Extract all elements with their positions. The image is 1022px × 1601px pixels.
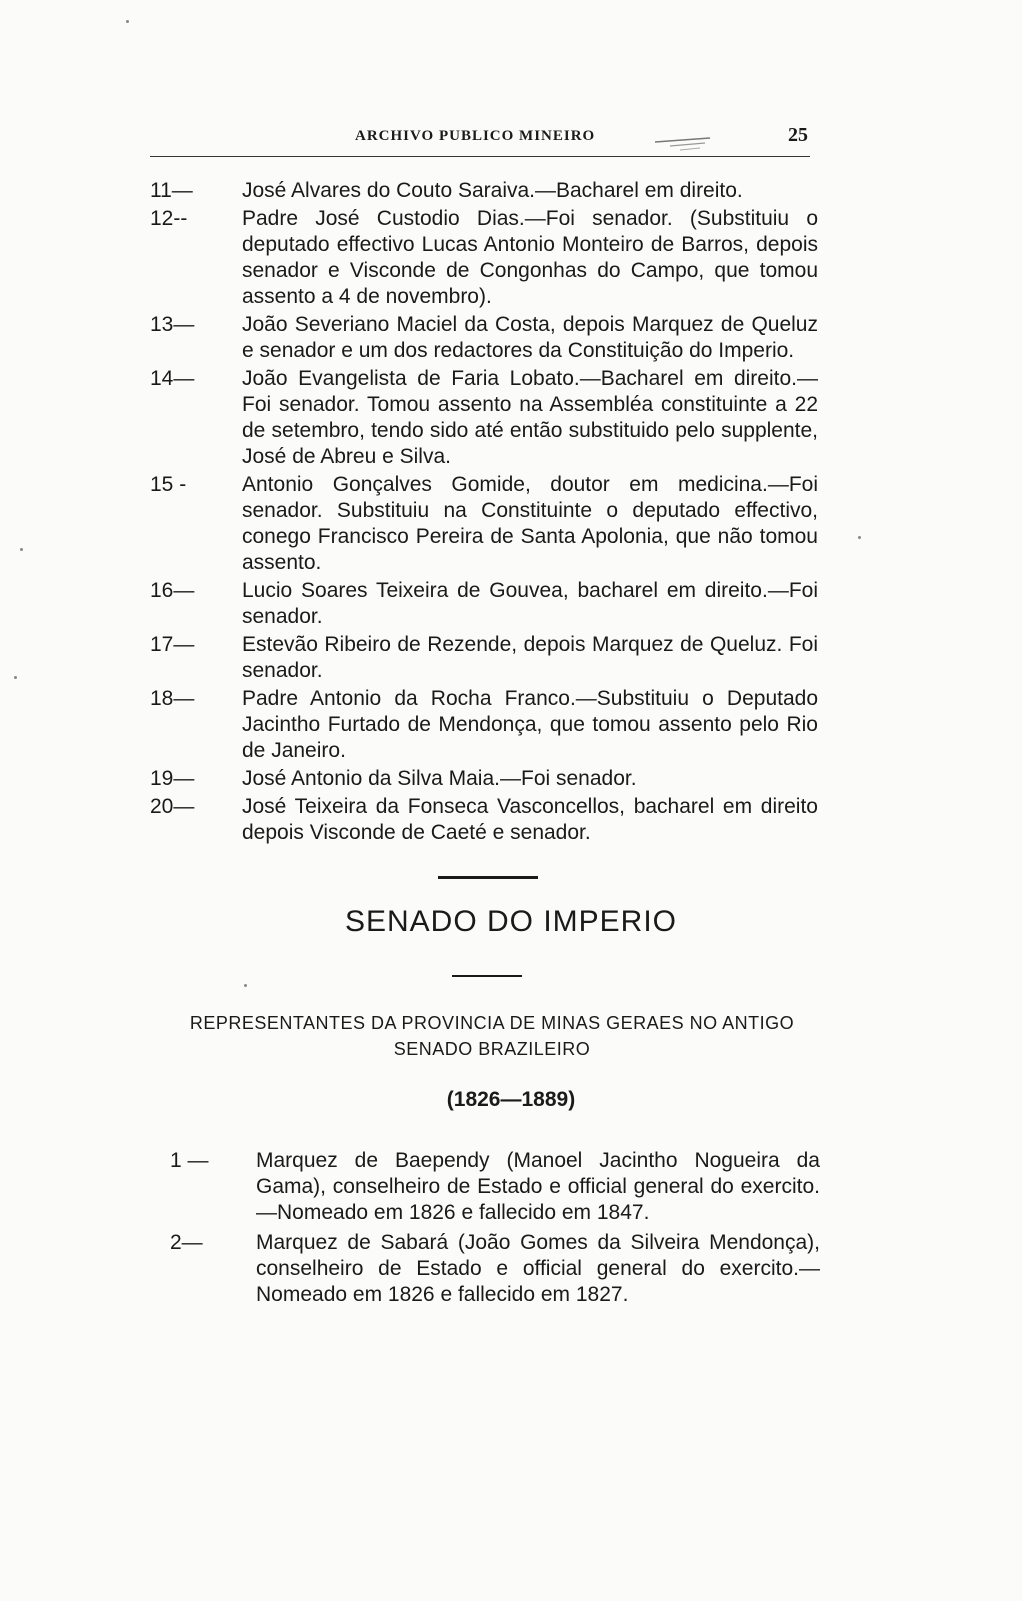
list-item [150,178,818,204]
section-divider-bottom [452,975,522,977]
list-item [150,794,818,846]
paper-speck [126,20,129,23]
entry-text: Estevão Ribeiro de Rezende, depois Marquez de Queluz. Foi senador. [242,633,818,682]
entry-text: Lucio Soares Teixeira de Gouvea, bacharel em direito.—Foi senador. [242,579,818,628]
running-head [150,120,810,160]
list-item [170,1230,820,1308]
entry-text: Marquez de Baependy (Manoel Jacintho Nogueira da Gama), conselheiro de Estado e official general do exercito.—Nomeado em 1826 e fallecido em 1847. [256,1149,820,1224]
header-rule [150,156,810,157]
subtitle-line-1: REPRESENTANTES DA PROVINCIA DE MINAS GERAES NO ANTIGO [189,1013,795,1033]
entry-text: João Severiano Maciel da Costa, depois Marquez de Queluz e senador e um dos redactores da Constituição do Imperio. [242,313,818,362]
section-title: SENADO DO IMPERIO [344,905,678,938]
entry-number: 13— [150,313,195,336]
entry-number: 20— [150,795,195,818]
entry-number: 12-- [150,207,188,230]
entry-text: Padre José Custodio Dias.—Foi senador. (Substituiu o deputado effectivo Lucas Antonio Monteiro de Barros, depois senador e Visconde de Congonhas do Campo, que tomou assento a 4 de novembro). [242,207,818,308]
ink-smudge [650,132,720,152]
list-item [150,366,818,470]
paper-speck [20,548,23,551]
section-divider-top [438,876,538,879]
entry-number: 18— [150,687,195,710]
section-subtitle [160,1010,824,1062]
list-item [150,472,818,576]
paper-speck [858,536,861,539]
senators-list [170,1148,820,1312]
entry-text: José Teixeira da Fonseca Vasconcellos, bacharel em direito depois Visconde de Caeté e senador. [242,795,818,844]
page-number: 25 [788,124,808,146]
entry-number: 16— [150,579,195,602]
subtitle-line-2: SENADO BRAZILEIRO [393,1039,591,1059]
entry-number: 17— [150,633,195,656]
entry-number: 15 - [150,473,187,496]
entry-text: Padre Antonio da Rocha Franco.—Substituiu o Deputado Jacintho Furtado de Mendonça, que tomou assento pelo Rio de Janeiro. [242,687,818,762]
list-item [150,632,818,684]
running-head-title: ARCHIVO PUBLICO MINEIRO [355,128,596,144]
list-item [150,766,818,792]
entry-number: 1 — [170,1149,209,1172]
list-item [150,686,818,764]
entry-number: 2— [170,1231,203,1254]
entry-text: João Evangelista de Faria Lobato.—Bacharel em direito.—Foi senador. Tomou assento na Assembléa constituinte a 22 de setembro, tendo sido até então substituido pelo supplente, José de Abreu e Silva. [242,367,818,468]
list-item [170,1148,820,1226]
entry-number: 19— [150,767,195,790]
entry-text: Antonio Gonçalves Gomide, doutor em medicina.—Foi senador. Substituiu na Constituinte o deputado effectivo, conego Francisco Pereira de Santa Apolonia, que não tomou assento. [242,473,818,574]
entry-text: Marquez de Sabará (João Gomes da Silveira Mendonça), conselheiro de Estado e official general do exercito.—Nomeado em 1826 e fallecido em 1827. [256,1231,820,1306]
list-item [150,312,818,364]
deputies-list [150,178,818,848]
paper-speck [14,676,17,679]
list-item [150,206,818,310]
entry-text: José Antonio da Silva Maia.—Foi senador. [242,767,637,790]
entry-number: 14— [150,367,195,390]
entry-text: José Alvares do Couto Saraiva.—Bacharel em direito. [242,179,743,202]
entry-number: 11— [150,179,193,202]
paper-speck [244,984,247,987]
list-item [150,578,818,630]
date-range: (1826—1889) [446,1088,576,1111]
